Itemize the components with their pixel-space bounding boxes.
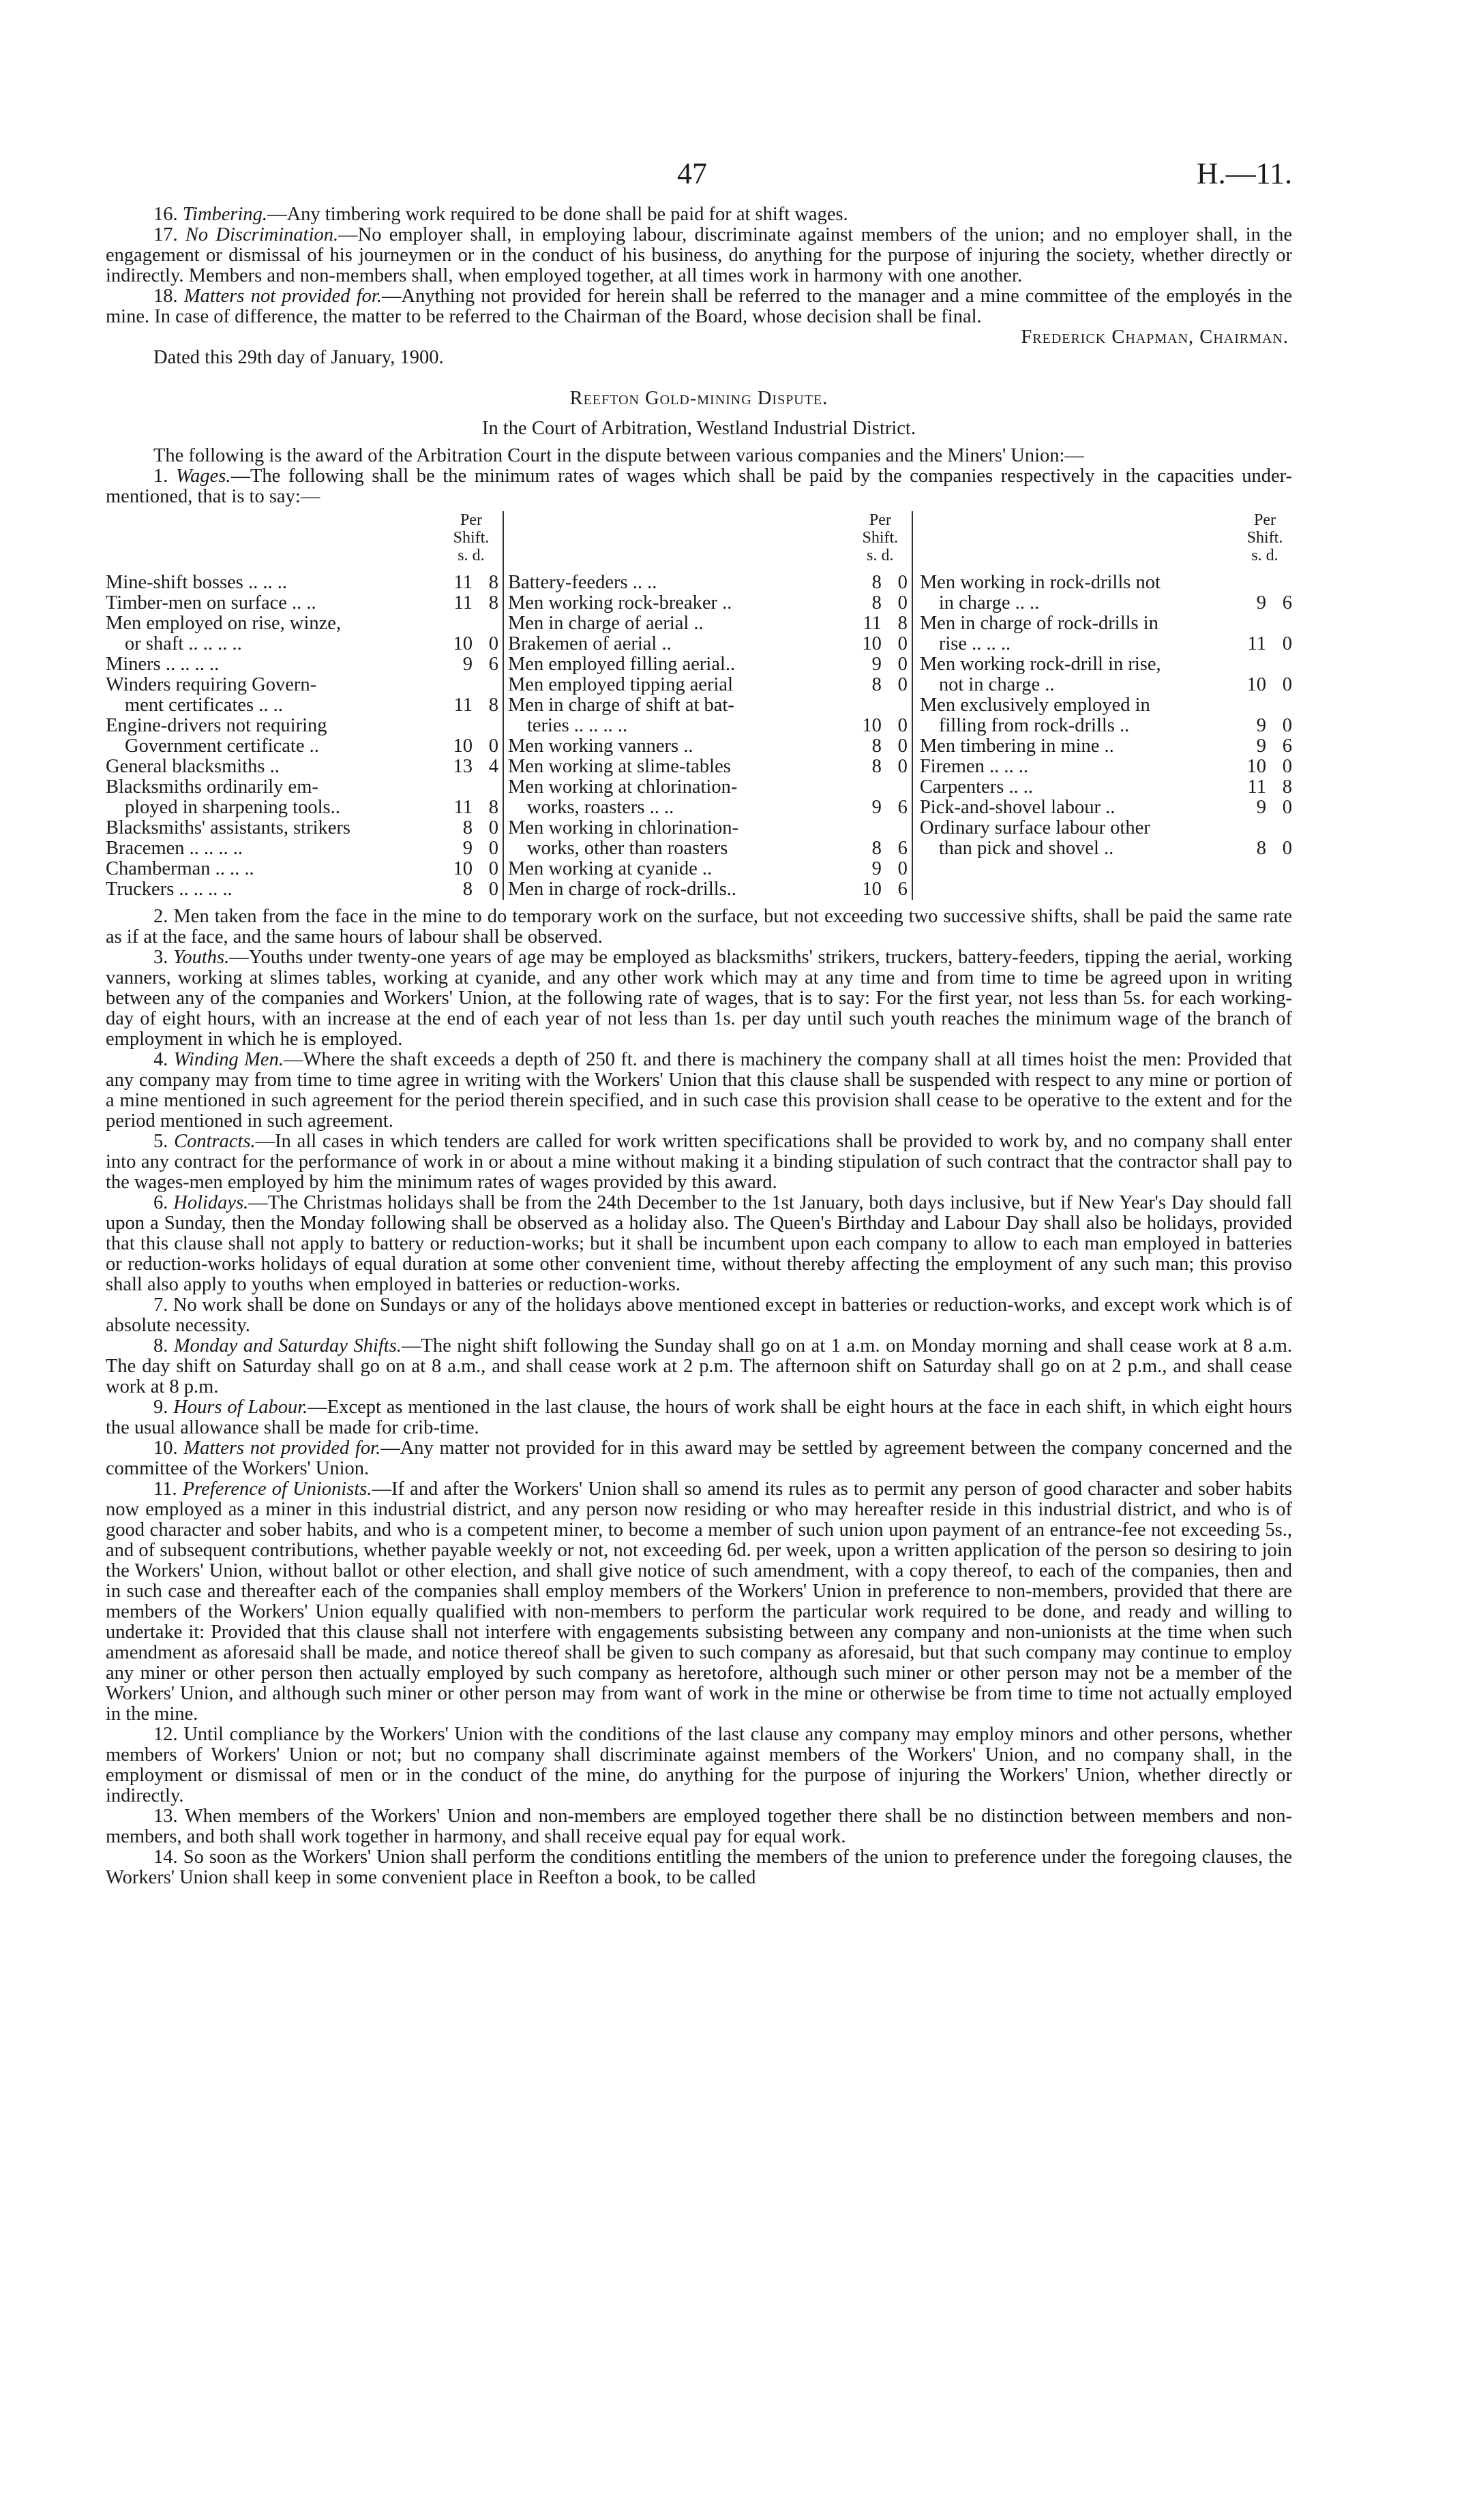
wage-pence: 0 <box>1282 715 1292 736</box>
award-clause: 8. Monday and Saturday Shifts.—The night shift following the Sunday shall go on at 1 a.m. on Monday morning and shall cease work at 8 a.m. The day shift on Saturday shall go on at 8 a.m., and shall cease work at 2 p.m. The afternoon shift on Saturday shall go on at 2 p.m., and shall cease work at 8 p.m. <box>106 1335 1292 1397</box>
wage-shillings: 8 <box>462 817 473 838</box>
wage-occupation: Pick-and-shovel labour .. <box>919 798 1116 818</box>
award-preamble: The following is the award of the Arbitration Court in the dispute between various companies and the Miners' Union:— <box>153 445 1084 466</box>
wage-shillings: 9 <box>1256 797 1266 818</box>
wage-pence: 6 <box>897 797 908 818</box>
wage-row <box>106 798 498 818</box>
wage-occupation: Chamberman .. .. .. <box>106 859 254 879</box>
clause-16: 16. Timbering.—Any timbering work required to be done shall be paid for at shift wages. <box>153 204 848 225</box>
wage-occupation: works, other than roasters <box>526 838 728 859</box>
page-header <box>106 157 1292 204</box>
wage-shillings: 11 <box>1247 633 1266 654</box>
signature-line <box>106 327 1292 348</box>
wage-occupation: Men in charge of shift at bat- <box>507 695 734 716</box>
wage-row <box>508 634 908 654</box>
wage-shillings: 13 <box>453 756 473 777</box>
wage-row <box>920 695 1292 716</box>
wage-occupation: Men working rock-breaker .. <box>507 593 732 613</box>
wage-occupation: rise .. .. .. <box>938 634 1011 654</box>
wage-shillings: 11 <box>863 613 882 634</box>
wage-pence: 6 <box>1282 735 1292 757</box>
wage-shillings: 8 <box>462 879 473 900</box>
award-clause: 6. Holidays.—The Christmas holidays shall be from the 24th December to the 1st January, both days inclusive, but if New Year's Day should fall upon a Sunday, then the Monday following shall be observed as a holiday also. The Queen's Birthday and Labour Day shall also be holidays, provided that this clause shall not apply to battery or reduction-works; but it shall be incumbent upon each company to allow to each man employed in batteries or reduction-works holidays of equal duration at some other convenient time, without thereby affecting the employment of any such man; this proviso shall also apply to youths when employed in batteries or reduction-works. <box>106 1192 1292 1295</box>
wage-occupation: Miners .. .. .. .. <box>106 654 220 675</box>
wage-row <box>508 613 908 634</box>
wage-pence: 0 <box>488 879 498 900</box>
wage-occupation: Truckers .. .. .. .. <box>106 879 233 900</box>
wage-row <box>508 777 908 798</box>
wage-pence: 0 <box>1282 674 1292 695</box>
wage-shillings: 9 <box>1256 735 1266 757</box>
award-clause: 9. Hours of Labour.—Except as mentioned in the last clause, the hours of work shall be eight hours at the face in each shift, in which eight hours the usual allowance shall be made for crib-time. <box>106 1397 1293 1438</box>
wage-row <box>508 695 908 716</box>
wage-pence: 6 <box>897 879 908 900</box>
wage-shillings: 9 <box>462 838 473 859</box>
wage-occupation: Men working vanners .. <box>507 736 693 757</box>
wage-occupation: ployed in sharpening tools.. <box>125 798 340 818</box>
clause-17: 17. No Discrimination.—No employer shall, in employing labour, discriminate against members of the union; and no employer shall, in the engagement or dismissal of his journeymen or in the conduct of his business, do anything for the purpose of injuring the society, whether directly or indirectly. Members and non-members shall, when employed together, at all times work in harmony with one another. <box>106 224 1292 286</box>
wage-row <box>920 634 1292 654</box>
wage-shillings: 11 <box>453 572 473 593</box>
wage-pence: 6 <box>1282 592 1292 613</box>
wage-row <box>106 879 498 900</box>
wage-shillings: 10 <box>453 633 473 654</box>
paper-reference: H.—11. <box>1196 157 1292 190</box>
wage-occupation: Men in charge of aerial .. <box>507 613 704 634</box>
wage-pence: 0 <box>897 715 908 736</box>
wage-occupation: Men employed on rise, winze, <box>106 613 342 634</box>
wage-occupation: Men exclusively employed in <box>919 695 1150 716</box>
wage-occupation: works, roasters .. .. <box>526 798 674 818</box>
wage-occupation: teries .. .. .. .. <box>526 716 628 736</box>
wage-pence: 8 <box>488 797 498 818</box>
wage-pence: 0 <box>897 756 908 777</box>
wage-row <box>508 593 908 613</box>
wage-occupation: Men employed filling aerial.. <box>507 654 736 675</box>
court-heading: In the Court of Arbitration, Westland Industrial District. <box>482 418 916 439</box>
wage-pence: 0 <box>488 735 498 757</box>
wage-occupation: Bracemen .. .. .. .. <box>106 838 243 859</box>
wage-occupation: Men in charge of rock-drills.. <box>507 879 736 900</box>
wage-row <box>920 736 1292 757</box>
award-clause: 11. Preference of Unionists.—If and after the Workers' Union shall so amend its rules as to permit any person of good character and sober habits now employed as a miner in this industrial district, and any person now residing or who may hereafter reside in this industrial district, and who is of good character and sober habits, and who is a competent miner, to become a member of such union upon payment of an entrance-fee not exceeding 5s., and of subsequent contributions, whether payable weekly or not, not exceeding 6d. per week, upon a written application of the person so desiring to join the Workers' Union, without ballot or other election, and shall give notice of such amendment, with a copy thereof, to each of the companies, then and in such case and thereafter each of the companies shall employ members of the Workers' Union in preference to non-members, provided that there are members of the Workers' Union equally qualified with non-members to perform the particular work required to be done, and ready and willing to undertake it: Provided that this clause shall not interfere with engagements subsisting between any company and non-unionists at the time when such amendment as aforesaid shall be made, and notice thereof shall be given to such company as aforesaid, but that such company may continue to employ any miner or other person then actually employed by such company as heretofore, although such miner or other person may not be a member of the Workers' Union, and although such miner or other person may from want of work in the mine or otherwise be from time to time not actually employed in the mine. <box>106 1478 1292 1725</box>
wage-occupation: Firemen .. .. .. <box>919 757 1028 777</box>
wage-occupation: Men employed tipping aerial <box>507 675 733 695</box>
wage-row <box>920 675 1292 695</box>
wage-occupation: filling from rock-drills .. <box>938 716 1130 736</box>
wage-occupation: Government certificate .. <box>125 736 319 757</box>
award-clause: 10. Matters not provided for.—Any matter not provided for in this award may be settled by agreement between the company concerned and the committee of the Workers' Union. <box>106 1438 1292 1479</box>
wage-pence: 0 <box>897 654 908 675</box>
wage-occupation: Engine-drivers not requiring <box>106 716 327 736</box>
wage-occupation: Men in charge of rock-drills in <box>919 613 1158 634</box>
clause-1-wages: 1. Wages.—The following shall be the minimum rates of wages which shall be paid by the companies respectively in the capacities under-mentioned, that is to say:— <box>106 466 1293 507</box>
wage-pence: 8 <box>1282 776 1292 798</box>
wage-occupation: Mine-shift bosses .. .. .. <box>106 573 287 593</box>
wage-pence: 0 <box>897 858 908 879</box>
wage-row <box>106 654 498 675</box>
wage-shillings: 8 <box>871 756 882 777</box>
wage-shillings: 10 <box>862 879 882 900</box>
wage-occupation: Blacksmiths ordinarily em- <box>106 777 318 798</box>
wage-row <box>920 818 1292 838</box>
wage-occupation: than pick and shovel .. <box>938 838 1114 859</box>
wage-row <box>106 695 498 716</box>
wage-row <box>508 838 908 859</box>
wage-pence: 0 <box>897 592 908 613</box>
wage-row <box>920 654 1292 675</box>
award-clause: 2. Men taken from the face in the mine to do temporary work on the surface, but not exceeding two successive shifts, shall be paid the same rate as if at the face, and the same hours of labour shall be observed. <box>106 906 1293 947</box>
wage-column-3 <box>913 511 1292 900</box>
column-header: Per Shift. s. d. <box>453 511 490 564</box>
wage-row <box>106 613 498 634</box>
wage-row <box>920 757 1292 777</box>
wage-shillings: 9 <box>1256 592 1266 613</box>
wage-pence: 0 <box>897 633 908 654</box>
wage-shillings: 8 <box>871 735 882 757</box>
award-clauses <box>106 907 1292 1888</box>
wage-pence: 8 <box>488 572 498 593</box>
wage-shillings: 10 <box>453 858 473 879</box>
wage-row <box>920 613 1292 634</box>
wage-occupation: Winders requiring Govern- <box>106 675 317 695</box>
wage-row <box>508 675 908 695</box>
wage-occupation: Men timbering in mine .. <box>919 736 1114 757</box>
wage-shillings: 8 <box>871 572 882 593</box>
wage-row <box>920 838 1292 859</box>
wage-row <box>920 573 1292 593</box>
wage-occupation: Men working at cyanide .. <box>507 859 713 879</box>
wage-row <box>106 859 498 879</box>
wage-pence: 8 <box>897 613 908 634</box>
wage-row <box>920 777 1292 798</box>
award-clause: 12. Until compliance by the Workers' Union with the conditions of the last clause any company may employ minors and other persons, whether members of Workers' Union or not; but no company shall discriminate against members of the Workers' Union, and no company shall, in the employment or dismissal of men or in the conduct of the mine, do anything for the purpose of injuring the Workers' Union, whether directly or indirectly. <box>106 1724 1293 1806</box>
wage-row <box>106 593 498 613</box>
wage-pence: 0 <box>897 674 908 695</box>
wage-shillings: 10 <box>453 735 473 757</box>
wage-pence: 6 <box>897 838 908 859</box>
wage-shillings: 11 <box>453 797 473 818</box>
award-clause: 3. Youths.—Youths under twenty-one years of age may be employed as blacksmiths' strikers, truckers, battery-feeders, tipping the aerial, working vanners, working at slimes tables, working at cyanide, and any other work which may at any time and from time to time be agreed upon in writing between any of the companies and Workers' Union, at the following rate of wages, that is to say: For the first year, not less than 5s. for each working-day of eight hours, with an increase at the end of each year of not less than 1s. per day until such youth reaches the minimum wage of the branch of employment in which he is employed. <box>106 947 1293 1050</box>
wage-shillings: 8 <box>871 838 882 859</box>
wage-pence: 8 <box>488 695 498 716</box>
wage-pence: 8 <box>488 592 498 613</box>
award-clause: 5. Contracts.—In all cases in which tenders are called for work written specifications shall be provided to work by, and no company shall enter into any contract for the performance of work in or about a mine without making it a binding stipulation of such contract that the contractor shall pay to the wages-men employed by him the minimum rates of wages provided by this award. <box>106 1131 1293 1193</box>
wage-occupation: or shaft .. .. .. .. <box>125 634 242 654</box>
dispute-title: Reefton Gold-mining Dispute. <box>569 388 828 409</box>
wage-shillings: 8 <box>871 674 882 695</box>
wage-row <box>106 736 498 757</box>
wage-occupation: Men working at slime-tables <box>507 757 731 777</box>
wage-occupation: Carpenters .. .. <box>919 777 1034 798</box>
wage-shillings: 9 <box>871 797 882 818</box>
wage-shillings: 10 <box>1246 756 1266 777</box>
wage-occupation: Battery-feeders .. .. <box>507 573 657 593</box>
wage-occupation: Men working in rock-drills not <box>919 573 1161 593</box>
wage-occupation: Men working in chlorination- <box>507 818 738 838</box>
wage-row <box>106 777 498 798</box>
wage-pence: 0 <box>488 817 498 838</box>
wage-shillings: 8 <box>871 592 882 613</box>
wage-shillings: 9 <box>1256 715 1266 736</box>
wage-shillings: 9 <box>871 858 882 879</box>
wage-occupation: Blacksmiths' assistants, strikers <box>106 818 350 838</box>
wage-row <box>508 573 908 593</box>
wage-row <box>106 757 498 777</box>
wage-occupation: in charge .. .. <box>938 593 1040 613</box>
wage-column-1 <box>106 511 504 900</box>
wage-shillings: 10 <box>1246 674 1266 695</box>
wage-row <box>508 654 908 675</box>
wage-shillings: 9 <box>462 654 473 675</box>
wage-pence: 0 <box>488 838 498 859</box>
wage-row <box>106 573 498 593</box>
wage-row <box>508 859 908 879</box>
wage-shillings: 8 <box>1256 838 1266 859</box>
column-header: Per Shift. s. d. <box>1246 511 1283 564</box>
award-clause: 7. No work shall be done on Sundays or any of the holidays above mentioned except in batteries or reduction-works, and except work which is of absolute necessity. <box>106 1294 1292 1336</box>
wage-occupation: Ordinary surface labour other <box>919 818 1150 838</box>
wage-pence: 0 <box>488 633 498 654</box>
wage-occupation: ment certificates .. .. <box>125 695 283 716</box>
wage-pence: 0 <box>488 858 498 879</box>
wage-row <box>920 716 1292 736</box>
wage-row <box>508 736 908 757</box>
wage-pence: 0 <box>897 735 908 757</box>
wage-row <box>106 634 498 654</box>
wage-row <box>508 798 908 818</box>
wage-pence: 6 <box>488 654 498 675</box>
wage-row <box>106 675 498 695</box>
award-clause: 13. When members of the Workers' Union and non-members are employed together there shall be no distinction between members and non-members, and both shall work together in harmony, and shall receive equal pay for equal work. <box>106 1806 1292 1847</box>
wage-row <box>920 593 1292 613</box>
wage-table <box>106 511 1292 900</box>
column-header: Per Shift. s. d. <box>862 511 899 564</box>
wage-row <box>508 818 908 838</box>
wage-shillings: 10 <box>862 715 882 736</box>
wage-occupation: not in charge .. <box>938 675 1055 695</box>
chairman-signature: Frederick Chapman, Chairman. <box>1021 327 1289 348</box>
wage-pence: 0 <box>1282 633 1292 654</box>
wage-row <box>508 716 908 736</box>
wage-row <box>106 838 498 859</box>
wage-occupation: Men working at chlorination- <box>507 777 738 798</box>
wage-shillings: 11 <box>453 695 473 716</box>
wage-row <box>106 818 498 838</box>
clause-18: 18. Matters not provided for.—Anything not provided for herein shall be referred to the manager and a mine committee of the employés in the mine. In case of difference, the matter to be referred to the Chairman of the Board, whose decision shall be final. <box>106 286 1292 327</box>
wage-shillings: 11 <box>453 592 473 613</box>
dated-line: Dated this 29th day of January, 1900. <box>153 347 444 368</box>
wage-row <box>920 798 1292 818</box>
wage-occupation: Timber-men on surface .. .. <box>106 593 316 613</box>
award-clause: 14. So soon as the Workers' Union shall perform the conditions entitling the members of the union to preference under the foregoing clauses, the Workers' Union shall keep in some convenient place in Reefton a book, to be called <box>106 1847 1292 1888</box>
wage-pence: 0 <box>1282 756 1292 777</box>
wage-row <box>508 879 908 900</box>
wage-pence: 0 <box>1282 838 1292 859</box>
wage-occupation: Brakemen of aerial .. <box>507 634 672 654</box>
wage-row <box>106 716 498 736</box>
wage-shillings: 9 <box>871 654 882 675</box>
wage-occupation: Men working rock-drill in rise, <box>919 654 1161 675</box>
wage-pence: 0 <box>1282 797 1292 818</box>
wage-column-2 <box>504 511 913 900</box>
wage-row <box>508 757 908 777</box>
page-number: 47 <box>677 157 707 190</box>
intro-clauses <box>106 204 1292 368</box>
wage-shillings: 11 <box>1247 776 1266 798</box>
award-clause: 4. Winding Men.—Where the shaft exceeds a depth of 250 ft. and there is machinery the company shall at all times hoist the men: Provided that any company may from time to time agree in writing with the Workers' Union that this clause shall be suspended with respect to any mine or portion of a mine mentioned in such agreement for the period therein specified, and in such case this provision shall cease to be operative to the extent and for the period mentioned in such agreement. <box>106 1049 1293 1132</box>
wage-shillings: 10 <box>862 633 882 654</box>
wage-pence: 4 <box>488 756 498 777</box>
wage-pence: 0 <box>897 572 908 593</box>
wage-occupation: General blacksmiths .. <box>106 757 280 777</box>
